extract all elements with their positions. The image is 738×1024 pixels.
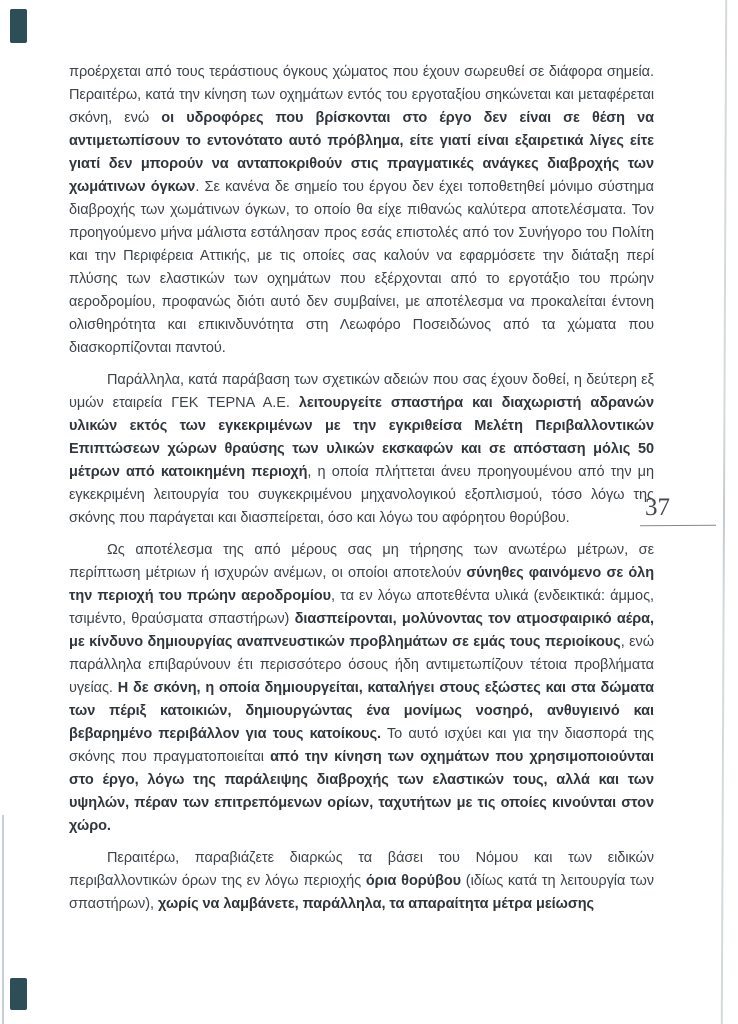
scan-mark-top-left [10,9,27,43]
text-run: Παράλληλα, κατά παράβαση των σχετικών αδειών που σας έχουν δοθεί, η δεύτερη εξ υμών εταιρεία ΓΕΚ ΤΕΡΝΑ Α.Ε. [69,372,654,411]
text-run: Το αυτό ισχύει και για την διασπορά της σκόνης που πραγματοποιείται [69,726,654,765]
bold-text-run: Η δε σκόνη, η οποία δημιουργείται, καταλήγει στους εξώστες και στα δώματα των πέριξ κατοικιών, δημιουργώντας ένα μονίμως νοσηρό, ανθυγιεινό και βεβαρημένο περιβάλλον για τους κατοίκους. [69,680,654,742]
text-run: Ως αποτέλεσμα της από μέρους σας μη τήρησης των ανωτέρω μέτρων, σε περίπτωση μέτριων ή ισχυρών ανέμων, οι οποίοι αποτελούν [69,542,654,581]
text-run: , η οποία πλήττεται άνευ προηγουμένου από την μη εγκεκριμένη λειτουργία του συγκεκριμένου μηχανολογικού εξοπλισμού, τόσο λόγω της σκόνης που παράγεται και διασπείρεται, όσο και λόγω του αφόρητου θορύβου. [69,464,654,526]
bold-text-run: όρια θορύβου [365,873,462,889]
paragraph [69,369,654,530]
body-text [69,61,654,925]
page-number-underline [640,525,716,527]
page-edge-left [2,815,4,1024]
paragraph [69,847,654,916]
paragraph [69,61,654,360]
page-edge-right [721,0,727,1024]
text-run: Περαιτέρω, παραβιάζετε διαρκώς τα βάσει του Νόμου και των ειδικών περιβαλλοντικών όρων της εν λόγω περιοχής [69,850,654,889]
bold-text-run: διασπείρονται, μολύνοντας τον ατμοσφαιρικό αέρα, με κίνδυνο δημιουργίας αναπνευστικών προβλημάτων σε εμάς τους περιοίκους [69,611,654,650]
text-run: προέρχεται από τους τεράστιους όγκους χώματος που έχουν σωρευθεί σε διάφορα σημεία. Περαιτέρω, κατά την κίνηση των οχημάτων εντός του εργοταξίου σηκώνεται και μεταφέρεται σκόνη, ενώ [69,64,654,126]
bold-text-run: σύνηθες φαινόμενο σε όλη την περιοχή του πρώην αεροδρομίου [69,565,654,604]
text-run: . Σε κανένα δε σημείο του έργου δεν έχει τοποθετηθεί μόνιμο σύστημα διαβροχής των χωμάτινων όγκων, το οποίο θα είχε πιθανώς καλύτερα αποτελέσματα. Τον προηγούμενο μήνα μάλιστα εστάλησαν προς εσάς επιστολές από τον Συνήγορο του Πολίτη και την Περιφέρεια Αττικής, με τις οποίες σας καλούν να εφαρμόσετε την διάταξη περί πλύσης των ελαστικών των οχημάτων που εξέρχονται από το εργοτάξιο του πρώην αεροδρομίου, προφανώς διότι αυτό δεν συμβαίνει, με αποτέλεσμα να προκαλείται έντονη ολισθηρότητα και επικινδυνότητα στη Λεωφόρο Ποσειδώνος από τα χώματα που διασκορπίζονται παντού. [69,179,654,356]
scan-mark-bottom-left [10,978,27,1010]
page-number: 37 [645,494,670,521]
bold-text-run: οι υδροφόρες που βρίσκονται στο έργο δεν είναι σε θέση να αντιμετωπίσουν το εντονότατο αυτό πρόβλημα, είτε γιατί είναι εξαιρετικά λίγες είτε γιατί δεν μπορούν να ανταποκριθούν στις πραγματικές ανάγκες διαβροχής των χωμάτινων όγκων [69,110,654,195]
text-run: , ενώ παράλληλα επιβαρύνουν έτι περισσότερο όσους ήδη αντιμετωπίζουν τέτοια προβλήματα υγείας. [69,634,655,696]
text-run: (ιδίως κατά τη λειτουργία των σπαστήρων), [69,873,654,912]
paragraph [69,539,654,838]
bold-text-run: λειτουργείτε σπαστήρα και διαχωριστή αδρανών υλικών εκτός των εγκεκριμένων με την εγκριθείσα Μελέτη Περιβαλλοντικών Επιπτώσεων χώρων θραύσης των υλικών εκσκαφών και σε απόσταση μόλις 50 μέτρων από κατοικημένη περιοχή [69,395,654,480]
bold-text-run: από την κίνηση των οχημάτων που χρησιμοποιούνται στο έργο, λόγω της παράλειψης διαβροχής των ελαστικών τους, αλλά και των υψηλών, πέραν των επιτρεπόμενων ορίων, ταχυτήτων με τις οποίες κινούνται στον χώρο. [69,749,654,834]
page-number-block [640,495,718,526]
bold-text-run: χωρίς να λαμβάνετε, παράλληλα, τα απαραίτητα μέτρα μείωσης [157,896,595,912]
text-run: , τα εν λόγω αποτεθέντα υλικά (ενδεικτικά: άμμος, τσιμέντο, θραύσματα σπαστήρων) [69,588,654,627]
